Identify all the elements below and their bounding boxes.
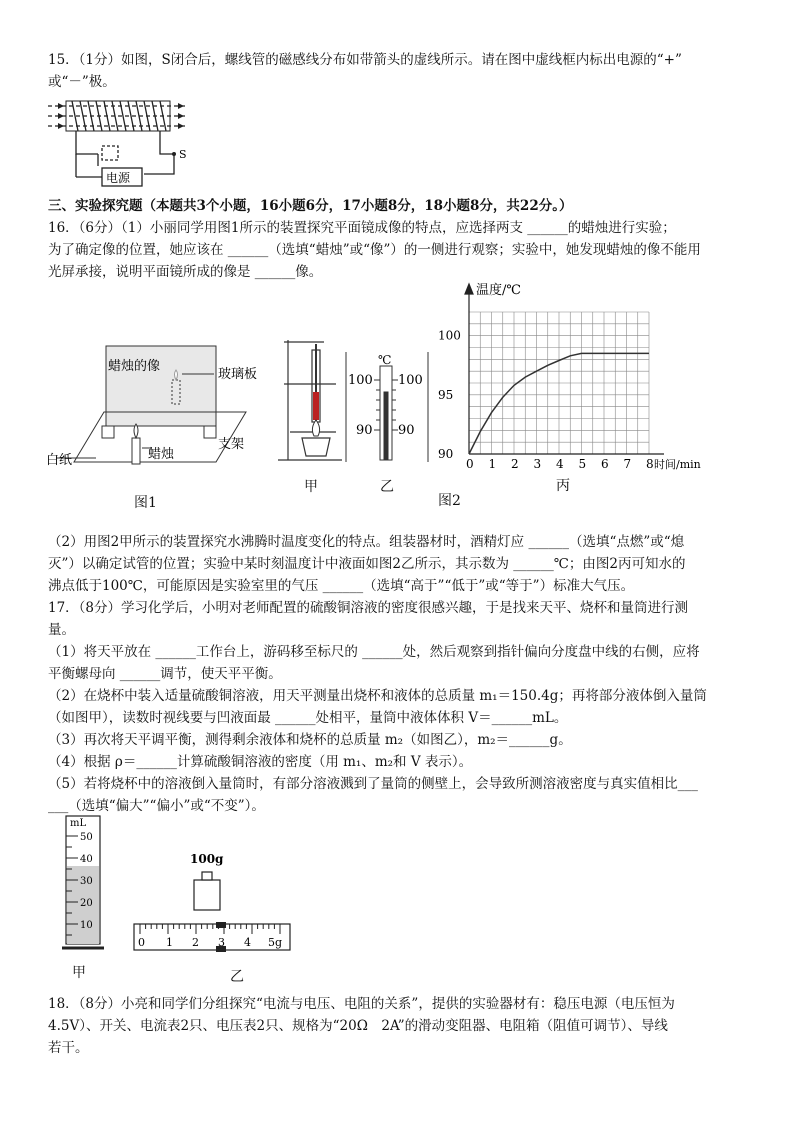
fig2-caption: 图2: [438, 493, 461, 509]
q16-part2-line1: （2）用图2甲所示的装置探究水沸腾时温度变化的特点。组装器材时，酒精灯应 ______（选填“点燃”或“熄: [48, 534, 685, 550]
fig1-caption: 图1: [134, 495, 157, 511]
candle-image-label: 蜡烛的像: [108, 359, 161, 374]
cyl-tick-40: 40: [80, 854, 93, 865]
q16-part2-line3: 沸点低于100℃，可能原因是实验室里的气压 ______（选填“高于”“低于”或“等于”）标准大气压。: [48, 578, 635, 594]
q17-part5b: ___（选填“偏大”“偏小”或“不变”）。: [48, 798, 265, 814]
power-source-label: 电源: [106, 171, 131, 185]
white-paper-label: 白纸: [46, 453, 73, 468]
q17-part1b: 平衡螺母向 ______调节，使天平平衡。: [48, 666, 282, 682]
q17-text-line1: 17．（8分）学习化学后，小明对老师配置的硫酸铜溶液的密度很感兴趣，于是找来天平、烧杯和量筒进行测: [48, 600, 689, 616]
chart-xlabel: 时间/min: [654, 458, 701, 471]
scale-tick-2: 2: [192, 936, 199, 949]
cylinder-label-jia: 甲: [72, 965, 86, 981]
q15-text-line2: 或“－”极。: [48, 74, 116, 90]
q18-text-line2: 4.5V）、开关、电流表2只、电压表2只、规格为“20Ω 2A”的滑动变阻器、电阻箱（阻值可调节）、导线: [48, 1018, 668, 1034]
cyl-tick-20: 20: [80, 898, 93, 909]
x-tick-label: 2: [511, 457, 519, 471]
fig2-yi-label: 乙: [380, 479, 394, 495]
y-tick-label: 100: [438, 328, 461, 343]
q17-part2: （2）在烧杯中装入适量硫酸铜溶液，用天平测量出烧杯和液体的总质量 m₁＝150.4g；再将部分液体倒入量筒: [48, 688, 707, 704]
thermo-tick-90-left: 90: [356, 423, 373, 438]
balance-label-yi: 乙: [230, 969, 244, 985]
scale-tick-1: 1: [166, 936, 173, 949]
graduated-cylinder-figure: [60, 810, 110, 960]
q15-text-line1: 15．（1分）如图，S闭合后，螺线管的磁感线分布如带箭头的虚线所示。请在图中虚线框内标出电源的“+”: [48, 52, 682, 68]
switch-label: S: [179, 148, 187, 161]
y-tick-label: 95: [438, 387, 454, 402]
q17-part2b: （如图甲），读数时视线要与凹液面最 ______处相平，量筒中液体体积 V＝______mL。: [48, 710, 568, 726]
stand-label: 支架: [218, 437, 245, 452]
x-tick-label: 6: [601, 457, 609, 471]
cyl-tick-50: 50: [80, 832, 93, 843]
x-tick-label: 0: [466, 457, 474, 471]
q16-text-line1: 16．（6分）（1）小丽同学用图1所示的装置探究平面镜成像的特点，应选择两支 ______的蜡烛进行实验；: [48, 220, 676, 236]
x-tick-label: 4: [556, 457, 564, 471]
fig2-jia-label: 甲: [304, 479, 318, 495]
q17-part5: （5）若将烧杯中的溶液倒入量筒时，有部分溶液溅到了量筒的侧壁上，会导致所测溶液密度与真实值相比___: [48, 776, 698, 792]
solenoid-circuit-figure: [48, 92, 198, 192]
x-tick-label: 8: [646, 457, 654, 471]
cyl-tick-10: 10: [80, 920, 93, 931]
thermometer-figure: [342, 352, 432, 462]
q16-part2-line2: 灭”）以确定试管的位置；实验中某时刻温度计中液面如图2乙所示，其示数为 ______℃；由图2丙可知水的: [48, 556, 686, 572]
boiling-apparatus-figure: [276, 332, 348, 472]
q16-text-line2: 为了确定像的位置，她应该在 ______（选填“蜡烛”或“像”）的一侧进行观察；实验中，她发现蜡烛的像不能用: [48, 242, 701, 258]
q17-part1: （1）将天平放在 ______工作台上，游码移至标尺的 ______处，然后观察到指针偏向分度盘中线的右侧，应将: [48, 644, 700, 660]
cylinder-unit: mL: [70, 818, 87, 829]
temperature-time-chart: [436, 282, 736, 494]
thermo-tick-100-right: 100: [398, 373, 423, 388]
fig2-bing-label: 丙: [556, 478, 570, 494]
x-tick-label: 5: [578, 457, 587, 471]
balance-scale-figure: [130, 848, 300, 958]
scale-tick-3: 3: [218, 936, 225, 949]
q17-part4: （4）根据 ρ＝______计算硫酸铜溶液的密度（用 m₁、m₂和 V 表示）。: [48, 754, 473, 770]
cyl-tick-30: 30: [80, 876, 93, 887]
scale-tick-0: 0: [138, 936, 145, 949]
mirror-experiment-figure: [46, 340, 266, 480]
x-tick-label: 1: [488, 457, 497, 471]
q18-text-line3: 若干。: [48, 1040, 89, 1056]
section-heading: 三、实验探究题（本题共3个小题，16小题6分，17小题8分，18小题8分，共22分。）: [48, 198, 573, 214]
scale-tick-5g: 5g: [268, 936, 283, 949]
q16-text-line3: 光屏承接，说明平面镜所成的像是 ______像。: [48, 264, 323, 280]
glass-plate-label: 玻璃板: [218, 367, 258, 382]
scale-tick-4: 4: [244, 936, 251, 949]
thermo-tick-100-left: 100: [348, 373, 373, 388]
chart-ylabel: 温度/℃: [476, 283, 521, 298]
q17-text-line2: 量。: [48, 622, 75, 638]
candle-label: 蜡烛: [148, 447, 175, 462]
thermometer-unit: ℃: [378, 353, 392, 367]
q17-part3: （3）再次将天平调平衡，测得剩余液体和烧杯的总质量 m₂（如图乙），m₂＝______g。: [48, 732, 572, 748]
x-tick-label: 3: [533, 457, 542, 471]
thermo-tick-90-right: 90: [398, 423, 415, 438]
q18-text-line1: 18．（8分）小亮和同学们分组探究“电流与电压、电阻的关系”，提供的实验器材有：稳压电源（电压恒为: [48, 996, 675, 1012]
y-tick-label: 90: [438, 447, 454, 461]
x-tick-label: 7: [623, 457, 632, 471]
weight-label: 100g: [190, 852, 224, 866]
